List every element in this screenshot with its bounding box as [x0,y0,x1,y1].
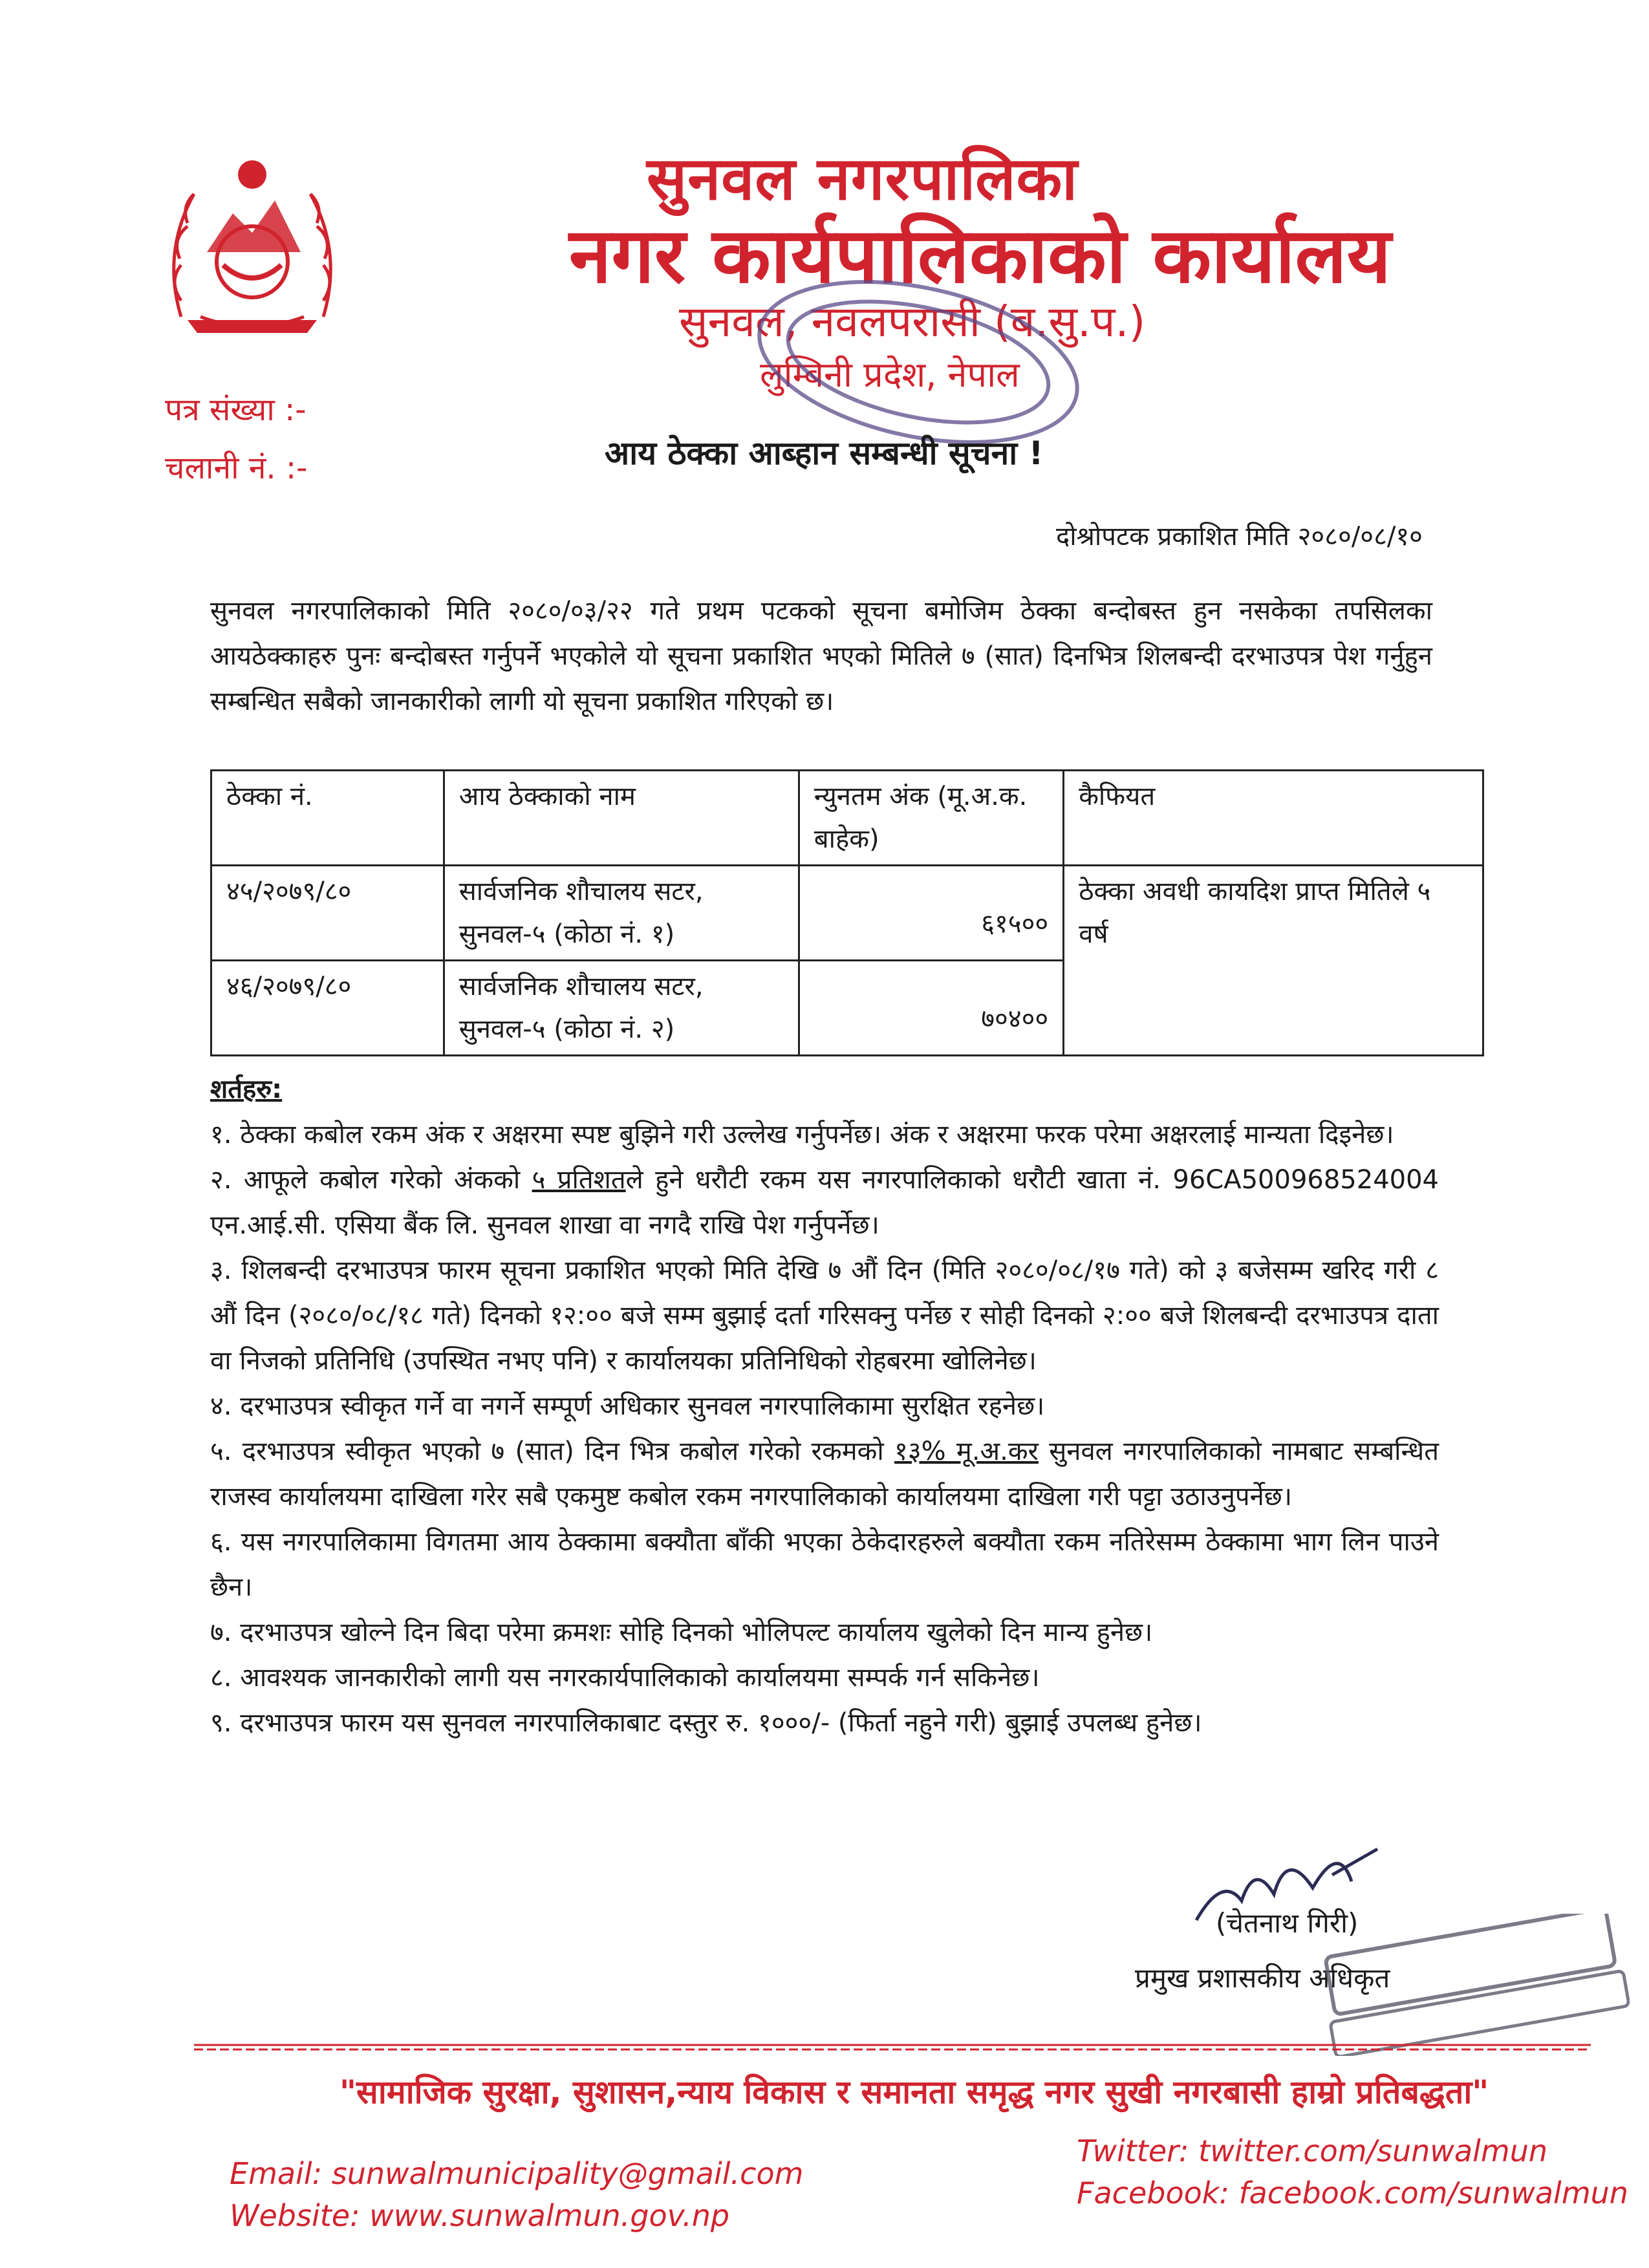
table-row [211,866,1483,961]
office-stamp-icon [737,278,1099,446]
letter-number-label: पत्र संख्या :- [165,392,307,428]
column-header: कैफियत [1064,771,1483,866]
office-address: सुनवल, नवलपरासी (ब.सु.प.) [679,297,1146,347]
published-date: दोश्रोपटक प्रकाशित मिति २०८०/०८/१० [1055,522,1423,551]
office-province: लुम्बिनी प्रदेश, नेपाल [760,354,1020,395]
footer-website: Website: www.sunwalmun.gov.np [230,2198,730,2233]
tender-name: सार्वजनिक शौचालय सटर, सुनवल-५ (कोठा नं. २) [444,961,799,1056]
footer-divider [194,2043,1591,2052]
term-item: १. ठेक्का कबोल रकम अंक र अक्षरमा स्पष्ट बुझिने गरी उल्लेख गर्नुपर्नेछ। अंक र अक्षरमा फरक परेमा अक्षरलाई मान्यता दिइनेछ। [210,1120,1394,1150]
term-item [210,1429,1439,1519]
tender-table [210,769,1484,1056]
tender-name: सार्वजनिक शौचालय सटर, सुनवल-५ (कोठा नं. १) [444,866,799,961]
office-title: नगर कार्यपालिकाको कार्यालय [569,211,1392,300]
term-item: ३. शिलबन्दी दरभाउपत्र फारम सूचना प्रकाशित भएको मिति देखि ७ औं दिन (मिति २०८०/०८/१७ गते) को ३ बजेसम्म खरिद गरी ८ औं दिन (२०८०/०८/१८ गते) दिनको १२:०० बजे सम्म बुझाई दर्ता गरिसक्नु पर्नेछ र सोही दिनको २:०० बजे शिलबन्दी दरभाउपत्र दाता वा निजको प्रतिनिधि (उपस्थित नभए पनि) र कार्यालयका प्रतिनिधिको रोहबरमा खोलिनेछ। [210,1256,1439,1376]
term-item: ४. दरभाउपत्र स्वीकृत गर्ने वा नगर्ने सम्पूर्ण अधिकार सुनवल नगरपालिकामा सुरक्षित रहनेछ। [210,1391,1045,1421]
minimum-amount: ६१५०० [799,866,1063,961]
column-header: न्युनतम अंक (मू.अ.क. बाहेक) [799,771,1063,866]
municipality-name: सुनवल नगरपालिका [647,144,1079,213]
signatory-stamp-icon [1306,1914,1630,2056]
term-text: ले हुने धरौटी रकम यस नगरपालिकाको धरौटी खाता नं. 96CA500968524004 एन.आई.सी. एसिया बैंक लि. सुनवल शाखा वा नगदै राखि पेश गर्नुपर्नेछ। [210,1165,1439,1240]
deposit-percent: ५ प्रतिशत [532,1165,626,1195]
footer-email: Email: sunwalmunicipality@gmail.com [230,2156,804,2191]
remarks: ठेक्का अवधी कायदिश प्राप्त मितिले ५ वर्ष [1064,866,1483,1056]
term-item: ७. दरभाउपत्र खोल्ने दिन बिदा परेमा क्रमशः सोहि दिनको भोलिपल्ट कार्यालय खुलेको दिन मान्य हुनेछ। [210,1618,1153,1647]
tender-number: ४६/२०७९/८० [211,961,444,1056]
vat-percent: १३% मू.अ.कर [894,1437,1039,1466]
notice-subject: आय ठेक्का आब्हान सम्बन्धी सूचना ! [605,434,1044,472]
terms-heading: शर्तहरु: [210,1075,283,1104]
terms-section [210,1067,1439,1746]
intro-paragraph: सुनवल नगरपालिकाको मिति २०८०/०३/२२ गते प्रथम पटकको सूचना बमोजिम ठेक्का बन्दोबस्त हुन नसकेका तपसिलका आयठेक्काहरु पुनः बन्दोबस्त गर्नुपर्ने भएकोले यो सूचना प्रकाशित भएको मितिले ७ (सात) दिनभित्र शिलबन्दी दरभाउपत्र पेश गर्नुहुन सम्बन्धित सबैको जानकारीको लागी यो सूचना प्रकाशित गरिएको छ। [210,596,1432,716]
footer-facebook: Facebook: facebook.com/sunwalmun [1077,2176,1628,2210]
signatory-title: प्रमुख प्रशासकीय अधिकृत [1135,1962,1390,1994]
term-item: ८. आवश्यक जानकारीको लागी यस नगरकार्यपालिकाको कार्यालयमा सम्पर्क गर्न सकिनेछ। [210,1663,1040,1693]
term-item: ९. दरभाउपत्र फारम यस सुनवल नगरपालिकाबाट दस्तुर रु. १०००/- (फिर्ता नहुने गरी) बुझाई उपलब्ध हुनेछ। [210,1708,1202,1738]
term-text: सुनवल नगरपालिकाको नामबाट सम्बन्धित राजस्व कार्यालयमा दाखिला गरेर सबै एकमुष्ट कबोल रकम नगरपालिकाको कार्यालयमा दाखिला गरी पट्टा उठाउनुपर्नेछ। [210,1437,1439,1512]
tender-number: ४५/२०७९/८० [211,866,444,961]
government-emblem-icon [155,155,349,343]
column-header: ठेक्का नं. [211,771,444,866]
signatory-name: (चेतनाथ गिरी) [1216,1907,1359,1939]
minimum-amount: ७०४०० [799,961,1063,1056]
term-item [210,1157,1439,1248]
table-header-row [211,771,1483,866]
footer-motto: "सामाजिक सुरक्षा, सुशासन,न्याय विकास र समानता समृद्ध नगर सुखी नगरबासी हाम्रो प्रतिबद्धता" [339,2073,1489,2111]
dispatch-number-label: चलानी नं. :- [165,450,308,486]
term-text: २. आफूले कबोल गरेको अंकको [210,1165,532,1195]
term-item: ६. यस नगरपालिकामा विगतमा आय ठेक्कामा बक्यौता बाँकी भएका ठेकेदारहरुले बक्यौता रकम नतिरेसम्म ठेक्कामा भाग लिन पाउने छैन। [210,1527,1439,1602]
column-header: आय ठेक्काको नाम [444,771,799,866]
term-text: ५. दरभाउपत्र स्वीकृत भएको ७ (सात) दिन भित्र कबोल गरेको रकमको [210,1437,895,1466]
footer-twitter: Twitter: twitter.com/sunwalmun [1077,2134,1548,2168]
